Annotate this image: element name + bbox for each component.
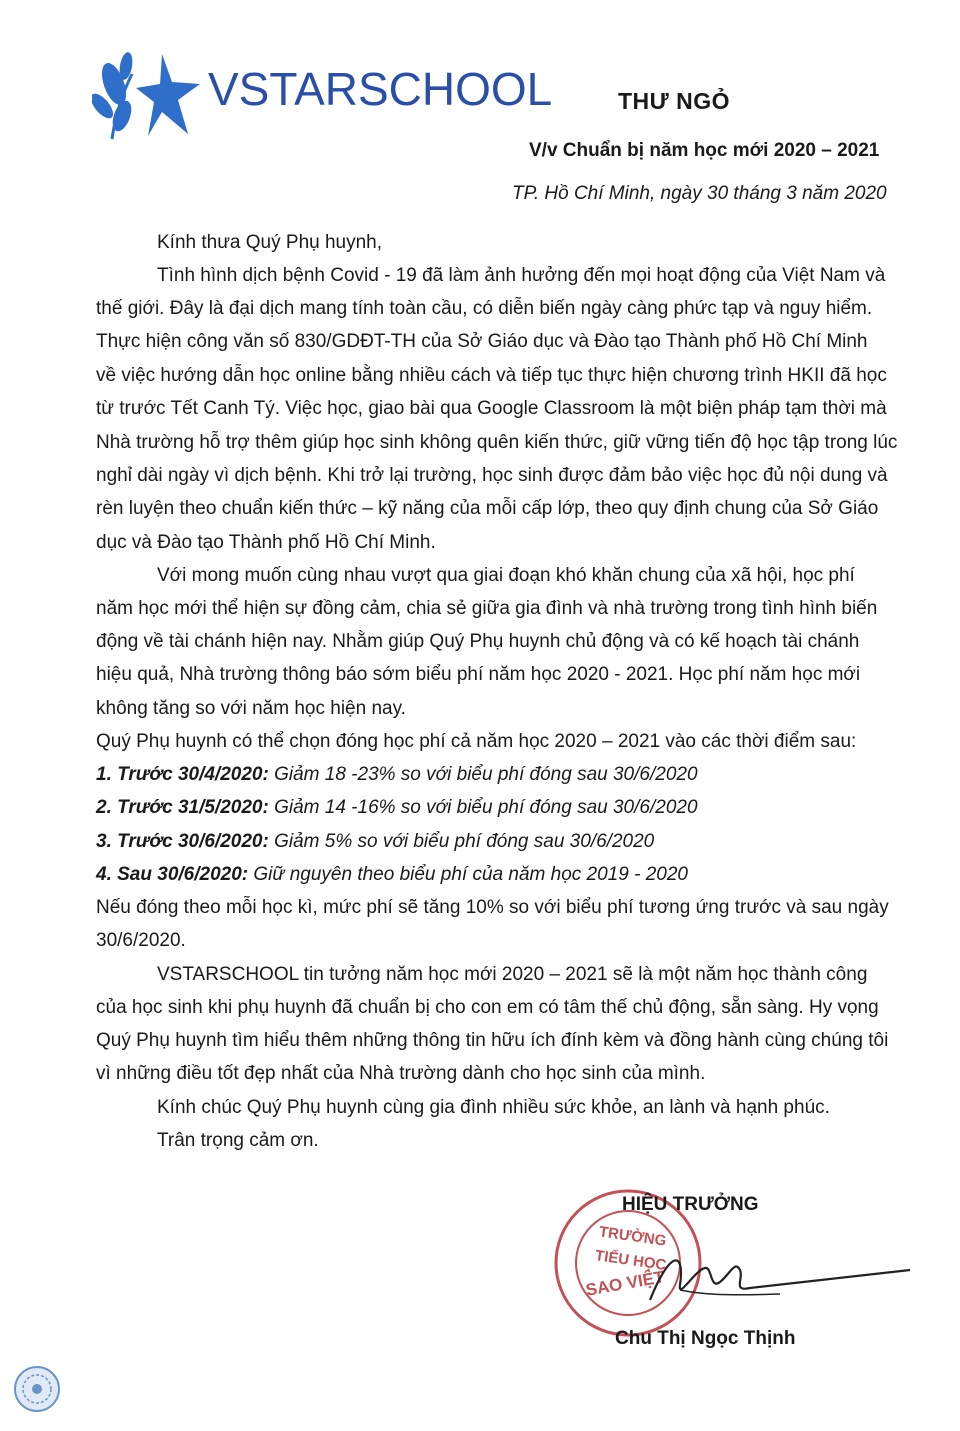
paragraph-line: vì những điều tốt đẹp nhất của Nhà trường dành cho học sinh của mình. bbox=[96, 1063, 706, 1084]
letter-subject: V/v Chuẩn bị năm học mới 2020 – 2021 bbox=[529, 140, 880, 161]
paragraph-line: năm học mới thể hiện sự đồng cảm, chia sẻ giữa gia đình và nhà trường trong tình hình biến bbox=[96, 598, 878, 619]
payment-option-text: Giảm 14 -16% so với biểu phí đóng sau 30/6/2020 bbox=[268, 797, 698, 818]
stamp-text-line: SAO VIỆT bbox=[584, 1267, 666, 1300]
logo-wordmark bbox=[208, 62, 552, 116]
payment-option-label: 2. Trước 31/5/2020: bbox=[96, 797, 269, 818]
paragraph-line: từ trước Tết Canh Tý. Việc học, giao bài qua Google Classroom là một biện pháp tạm thời mà bbox=[96, 398, 887, 419]
paragraph-line: nghỉ dài ngày vì dịch bệnh. Khi trở lại trường, học sinh được đảm bảo việc học đủ nội dung và bbox=[96, 465, 888, 486]
paragraph-line: rèn luyện theo chuẩn kiến thức – kỹ năng của mỗi cấp lớp, theo quy định chung của Sở Giáo bbox=[96, 498, 879, 519]
signatory-name: Chu Thị Ngọc Thịnh bbox=[615, 1328, 796, 1349]
paragraph-line: Nhà trường hỗ trợ thêm giúp học sinh không quên kiến thức, giữ vững tiến độ học tập trong lúc bbox=[96, 432, 898, 453]
payment-option-label: 4. Sau 30/6/2020: bbox=[96, 864, 249, 885]
payment-option bbox=[96, 863, 688, 887]
closing-wish: Kính chúc Quý Phụ huynh cùng gia đình nhiều sức khỏe, an lành và hạnh phúc. bbox=[157, 1097, 830, 1118]
letter-title: THƯ NGỎ bbox=[618, 88, 731, 114]
paragraph-line: dục và Đào tạo Thành phố Hồ Chí Minh. bbox=[96, 532, 436, 553]
paragraph-line: của học sinh khi phụ huynh đã chuẩn bị cho con em có tâm thế chủ động, sẵn sàng. Hy vọng bbox=[96, 997, 879, 1018]
paragraph-line: Thực hiện công văn số 830/GDĐT-TH của Sở Giáo dục và Đào tạo Thành phố Hồ Chí Minh bbox=[96, 331, 868, 352]
paragraph-line: 30/6/2020. bbox=[96, 930, 186, 951]
closing-thanks: Trân trọng cảm ơn. bbox=[157, 1130, 319, 1151]
signature-title: HIỆU TRƯỞNG bbox=[622, 1194, 759, 1215]
paragraph-line: về việc hướng dẫn học online bằng nhiều cách và tiếp tục thực hiện chương trình HKII đã học bbox=[96, 365, 887, 386]
logo-wordmark-b: ARSCHOOL bbox=[294, 63, 553, 115]
payment-option-text: Giảm 5% so với biểu phí đóng sau 30/6/2020 bbox=[268, 831, 655, 852]
round-seal-icon bbox=[12, 1364, 62, 1414]
logo-wordmark-a: VST bbox=[208, 63, 295, 115]
paragraph-line: Tình hình dịch bệnh Covid - 19 đã làm ảnh hưởng đến mọi hoạt động của Việt Nam và bbox=[157, 265, 886, 286]
stamp-text-line: TIỂU HỌC bbox=[593, 1247, 668, 1274]
paragraph-line: thế giới. Đây là đại dịch mang tính toàn cầu, có diễn biến ngày càng phức tạp và nguy hiểm. bbox=[96, 298, 873, 319]
greeting: Kính thưa Quý Phụ huynh, bbox=[157, 232, 383, 253]
paragraph-line: Nếu đóng theo mỗi học kì, mức phí sẽ tăng 10% so với biểu phí tương ứng trước và sau ngày bbox=[96, 897, 889, 918]
handwritten-signature-icon bbox=[640, 1230, 920, 1320]
paragraph-line: động về tài chánh hiện nay. Nhằm giúp Quý Phụ huynh chủ động và có kế hoạch tài chánh bbox=[96, 631, 860, 652]
paragraph-line: Với mong muốn cùng nhau vượt qua giai đoạn khó khăn chung của xã hội, học phí bbox=[157, 565, 855, 586]
payment-option-label: 1. Trước 30/4/2020: bbox=[96, 764, 269, 785]
stamp-text-line: TRƯỜNG bbox=[597, 1223, 668, 1250]
payment-option-text: Giảm 18 -23% so với biểu phí đóng sau 30/6/2020 bbox=[268, 764, 698, 785]
paragraph-line: hiệu quả, Nhà trường thông báo sớm biểu phí năm học 2020 - 2021. Học phí năm học mới bbox=[96, 664, 861, 685]
payment-option bbox=[96, 830, 654, 854]
paragraph-line: Quý Phụ huynh có thể chọn đóng học phí cả năm học 2020 – 2021 vào các thời điểm sau: bbox=[96, 731, 857, 752]
payment-option bbox=[96, 763, 698, 787]
payment-option bbox=[96, 796, 698, 820]
paragraph-line: không tăng so với năm học hiện nay. bbox=[96, 698, 406, 719]
letter-dateline: TP. Hồ Chí Minh, ngày 30 tháng 3 năm 2020 bbox=[512, 183, 887, 204]
payment-option-label: 3. Trước 30/6/2020: bbox=[96, 831, 269, 852]
paragraph-line: VSTARSCHOOL tin tưởng năm học mới 2020 – 2021 sẽ là một năm học thành công bbox=[157, 964, 868, 985]
payment-option-text: Giữ nguyên theo biểu phí của năm học 2019 - 2020 bbox=[248, 864, 688, 885]
paragraph-line: Quý Phụ huynh tìm hiểu thêm những thông tin hữu ích đính kèm và đồng hành cùng chúng tôi bbox=[96, 1030, 889, 1051]
